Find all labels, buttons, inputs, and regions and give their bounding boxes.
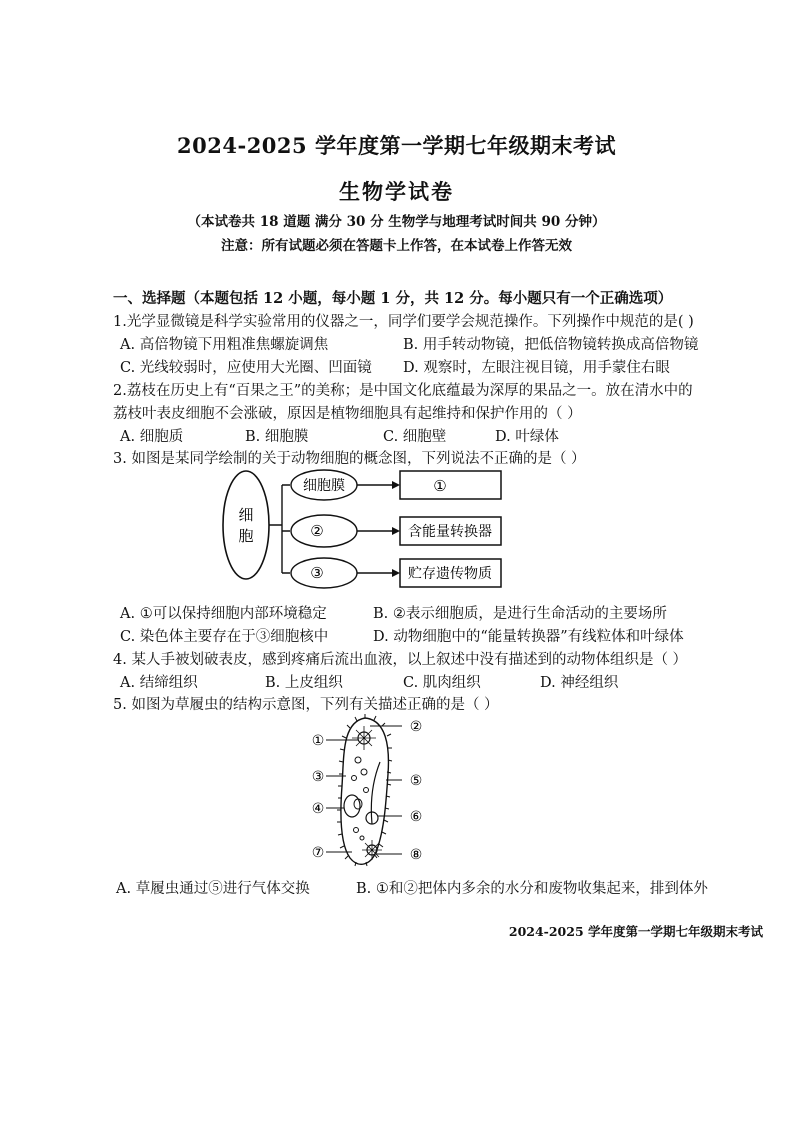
cell-concept-diagram: [220, 465, 530, 595]
section-heading: 一、选择题（本题包括 12 小题，每小题 1 分，共 12 分。每小题只有一个正确选项）: [113, 290, 673, 307]
root-ellipse: [223, 471, 269, 579]
q2-option-d: D. 叶绿体: [495, 429, 559, 445]
q4-stem: 4. 某人手被划破表皮，感到疼痛后流出血液，以上叙述中没有描述到的动物体组织是（ ）: [113, 652, 688, 668]
label-8: ⑧: [409, 847, 423, 863]
node2-ellipse: [291, 515, 357, 547]
q1-option-c: C. 光线较弱时，应使用大光圈、凹面镜: [120, 360, 372, 376]
q4-option-c: C. 肌肉组织: [403, 675, 481, 691]
brace-lines: [269, 485, 290, 573]
exam-title: 2024-2025 学年度第一学期七年级期末考试: [177, 133, 616, 158]
cilia: [337, 714, 392, 866]
q1-stem: 1.光学显微镜是科学实验常用的仪器之一，同学们要学会规范操作。下列操作中规范的是( ): [113, 314, 694, 330]
label-3: ③: [311, 769, 325, 785]
root-label-char2: 胞: [238, 527, 254, 545]
label-1: ①: [311, 733, 325, 749]
q2-stem-line1: 2.荔枝在历史上有“百果之王”的美称；是中国文化底蕴最为深厚的果品之一。放在清水中的: [113, 383, 693, 399]
q2-stem-line2: 荔枝叶表皮细胞不会涨破，原因是植物细胞具有起维持和保护作用的（ ）: [113, 406, 582, 422]
box3-label: 贮存遗传物质: [408, 566, 492, 582]
q5-option-a: A. 草履虫通过⑤进行气体交换: [116, 881, 310, 897]
box2-label: 含能量转换器: [408, 524, 492, 540]
node2-label: ②: [310, 522, 324, 540]
label-7: ⑦: [311, 845, 325, 861]
q1-option-d: D. 观察时，左眼注视目镜，用手蒙住右眼: [403, 360, 670, 376]
node3-ellipse: [291, 558, 357, 588]
label-6: ⑥: [409, 809, 423, 825]
root-label-char1: 细: [238, 506, 254, 524]
q3-stem: 3. 如图是某同学绘制的关于动物细胞的概念图，下列说法不正确的是（ ）: [113, 451, 586, 467]
q4-option-d: D. 神经组织: [540, 675, 619, 691]
paramecium-diagram: [300, 712, 430, 870]
label-2: ②: [409, 719, 423, 735]
box1-label: ①: [433, 477, 447, 495]
q3-option-d: D. 动物细胞中的“能量转换器”有线粒体和叶绿体: [373, 629, 684, 645]
q3-option-b: B. ②表示细胞质，是进行生命活动的主要场所: [373, 606, 667, 622]
q1-option-a: A. 高倍物镜下用粗准焦螺旋调焦: [120, 337, 329, 353]
node1-label: 细胞膜: [303, 478, 345, 494]
q1-option-b: B. 用手转动物镜，把低倍物镜转换成高倍物镜: [403, 337, 699, 353]
q3-option-a: A. ①可以保持细胞内部环境稳定: [120, 606, 327, 622]
label-4: ④: [311, 801, 325, 817]
nucleus: [344, 795, 360, 817]
q2-option-c: C. 细胞壁: [383, 429, 447, 445]
exam-subtitle: 生物学试卷: [339, 179, 454, 204]
q2-option-b: B. 细胞膜: [245, 429, 309, 445]
exam-notice: 注意：所有试题必须在答题卡上作答，在本试卷上作答无效: [221, 238, 572, 254]
oral-groove: [371, 762, 380, 824]
q5-stem: 5. 如图为草履虫的结构示意图，下列有关描述正确的是（ ）: [113, 697, 499, 713]
exam-info: （本试卷共 18 道题 满分 30 分 生物学与地理考试时间共 90 分钟）: [187, 214, 606, 230]
box1: [400, 471, 501, 499]
q2-option-a: A. 细胞质: [120, 429, 184, 445]
q4-option-b: B. 上皮组织: [265, 675, 343, 691]
page-footer: 2024-2025 学年度第一学期七年级期末考试: [508, 924, 763, 939]
q4-option-a: A. 结缔组织: [120, 675, 198, 691]
label-5: ⑤: [409, 773, 423, 789]
q3-option-c: C. 染色体主要存在于③细胞核中: [120, 629, 329, 645]
node3-label: ③: [310, 564, 324, 582]
q5-option-b: B. ①和②把体内多余的水分和废物收集起来，排到体外: [356, 881, 708, 897]
